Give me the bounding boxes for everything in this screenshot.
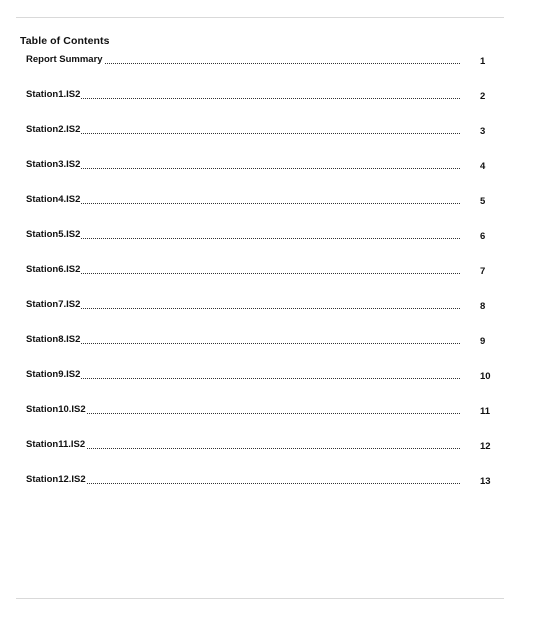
toc-page-number: 13 xyxy=(480,476,491,487)
toc-page-number: 10 xyxy=(480,371,491,382)
toc-page-number: 12 xyxy=(480,441,491,452)
toc-entry-label: Station11.IS2 xyxy=(26,439,86,450)
page-bottom-divider xyxy=(16,598,504,599)
toc-page-number: 4 xyxy=(480,161,486,172)
toc-page-number: 2 xyxy=(480,91,486,102)
toc-entry-station2[interactable] xyxy=(26,123,494,137)
dot-leader xyxy=(26,378,460,379)
toc-page-number: 5 xyxy=(480,196,486,207)
dot-leader xyxy=(26,203,460,204)
toc-entry-station9[interactable] xyxy=(26,368,494,382)
toc-entry-station8[interactable] xyxy=(26,333,494,347)
dot-leader xyxy=(26,308,460,309)
dot-leader xyxy=(26,98,460,99)
dot-leader xyxy=(26,168,460,169)
toc-entry-station7[interactable] xyxy=(26,298,494,312)
toc-entry-station4[interactable] xyxy=(26,193,494,207)
toc-entry-label: Station7.IS2 xyxy=(26,299,81,310)
toc-entry-label: Station2.IS2 xyxy=(26,124,81,135)
toc-entry-label: Station6.IS2 xyxy=(26,264,81,275)
dot-leader xyxy=(26,343,460,344)
toc-page-number: 11 xyxy=(480,406,491,417)
dot-leader xyxy=(26,448,460,449)
toc-entry-label: Station8.IS2 xyxy=(26,334,81,345)
toc-entry-label: Station3.IS2 xyxy=(26,159,81,170)
toc-entry-label: Report Summary xyxy=(26,54,103,65)
toc-page-number: 1 xyxy=(480,56,486,67)
toc-page-number: 3 xyxy=(480,126,486,137)
toc-entry-label: Station4.IS2 xyxy=(26,194,81,205)
toc-page-number: 7 xyxy=(480,266,486,277)
toc-page-number: 6 xyxy=(480,231,486,242)
toc-entry-label: Station1.IS2 xyxy=(26,89,81,100)
toc-entry-station6[interactable] xyxy=(26,263,494,277)
toc-entry-station11[interactable] xyxy=(26,438,494,452)
toc-entry-station5[interactable] xyxy=(26,228,494,242)
dot-leader xyxy=(26,413,460,414)
toc-entry-station10[interactable] xyxy=(26,403,494,417)
dot-leader xyxy=(26,238,460,239)
toc-entry-report-summary[interactable] xyxy=(26,53,494,67)
toc-entry-station3[interactable] xyxy=(26,158,494,172)
toc-entry-station12[interactable] xyxy=(26,473,494,487)
toc-title: Table of Contents xyxy=(20,35,110,47)
toc-page-number: 8 xyxy=(480,301,486,312)
toc-page-number: 9 xyxy=(480,336,486,347)
toc-entry-label: Station5.IS2 xyxy=(26,229,81,240)
toc-entry-label: Station12.IS2 xyxy=(26,474,86,485)
toc-entry-station1[interactable] xyxy=(26,88,494,102)
dot-leader xyxy=(26,273,460,274)
dot-leader xyxy=(26,483,460,484)
toc-entry-label: Station10.IS2 xyxy=(26,404,86,415)
dot-leader xyxy=(26,133,460,134)
toc-entry-label: Station9.IS2 xyxy=(26,369,81,380)
